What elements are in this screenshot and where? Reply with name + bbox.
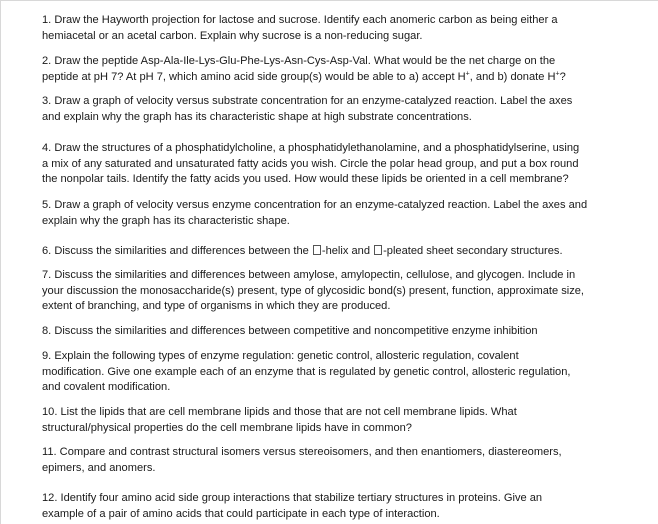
question-line: 5. Draw a graph of velocity versus enzyme concentration for an enzyme-catalyzed reaction. Label the axes and — [42, 199, 588, 211]
question-line: the nonpolar tails. Identify the fatty acids you used. How would these lipids be oriented in a cell membrane? — [42, 173, 569, 185]
question-2 — [42, 54, 620, 85]
missing-glyph-alpha-icon — [313, 245, 321, 255]
question-line: structural/physical properties do the cell membrane lipids have in common? — [42, 421, 412, 434]
question-line: -helix and — [321, 245, 374, 257]
question-line: example of a pair of amino acids that could participate in each type of interaction. — [42, 507, 440, 520]
question-line: 4. Draw the structures of a phosphatidylcholine, a phosphatidylethanolamine, and a phosphatidylserine, using — [42, 142, 580, 154]
superscript-plus: + — [555, 69, 560, 77]
question-line: -pleated sheet secondary structures. — [383, 245, 563, 257]
question-line: and covalent modification. — [42, 381, 171, 393]
question-line: 2. Draw the peptide Asp-Ala-Ile-Lys-Glu-Phe-Lys-Asn-Cys-Asp-Val. What would be the net charge on the — [42, 55, 556, 67]
question-line: epimers, and anomers. — [42, 461, 156, 474]
question-6 — [42, 244, 620, 260]
question-line: 12. Identify four amino acid side group interactions that stabilize tertiary structures in proteins. Give an — [42, 492, 543, 504]
question-line: peptide at pH 7? At pH 7, which amino acid side group(s) would be able to a) accept H — [42, 70, 466, 83]
question-line: and explain why the graph has its characteristic shape at high substrate concentrations. — [42, 110, 472, 123]
question-line: 8. Discuss the similarities and differences between competitive and noncompetitive enzyme inhibition — [42, 325, 538, 337]
question-line: 9. Explain the following types of enzyme regulation: genetic control, allosteric regulation, covalent — [42, 350, 519, 362]
question-line: 6. Discuss the similarities and differences between the — [42, 245, 312, 257]
question-line: ? — [559, 70, 566, 83]
question-line: modification. Give one example each of an enzyme that is regulated by genetic control, allosteric regulation, — [42, 365, 571, 378]
question-line: 3. Draw a graph of velocity versus substrate concentration for an enzyme-catalyzed reaction. Label the axes — [42, 95, 573, 107]
question-9 — [42, 349, 620, 396]
question-1 — [42, 13, 620, 44]
question-line: 11. Compare and contrast structural isomers versus stereoisomers, and then enantiomers, diastereomers, — [42, 446, 562, 458]
question-7 — [42, 268, 620, 315]
question-line: explain why the graph has its characteristic shape. — [42, 214, 290, 227]
question-4 — [42, 141, 620, 188]
superscript-plus: + — [465, 69, 470, 77]
question-5 — [42, 198, 620, 229]
question-line: a mix of any saturated and unsaturated fatty acids you wish. Circle the polar head group, and put a box round — [42, 157, 579, 170]
question-12 — [42, 491, 620, 522]
question-8 — [42, 324, 620, 340]
question-line: extent of branching, and type of organisms in which they are produced. — [42, 300, 391, 312]
missing-glyph-beta-icon — [374, 245, 382, 255]
question-11 — [42, 445, 620, 476]
question-line: your discussion the monosaccharide(s) present, type of glycosidic bond(s) present, function, approximate size, — [42, 284, 585, 297]
question-line: , and b) donate H — [469, 70, 556, 83]
question-line: hemiacetal or an acetal carbon. Explain why sucrose is a non-reducing sugar. — [42, 29, 423, 42]
question-10 — [42, 405, 620, 436]
question-3 — [42, 94, 620, 125]
question-line: 1. Draw the Hayworth projection for lactose and sucrose. Identify each anomeric carbon as being either a — [42, 14, 558, 26]
question-line: 10. List the lipids that are cell membrane lipids and those that are not cell membrane lipids. What — [42, 406, 517, 418]
question-line: 7. Discuss the similarities and differences between amylose, amylopectin, cellulose, and glycogen. Include in — [42, 269, 576, 281]
